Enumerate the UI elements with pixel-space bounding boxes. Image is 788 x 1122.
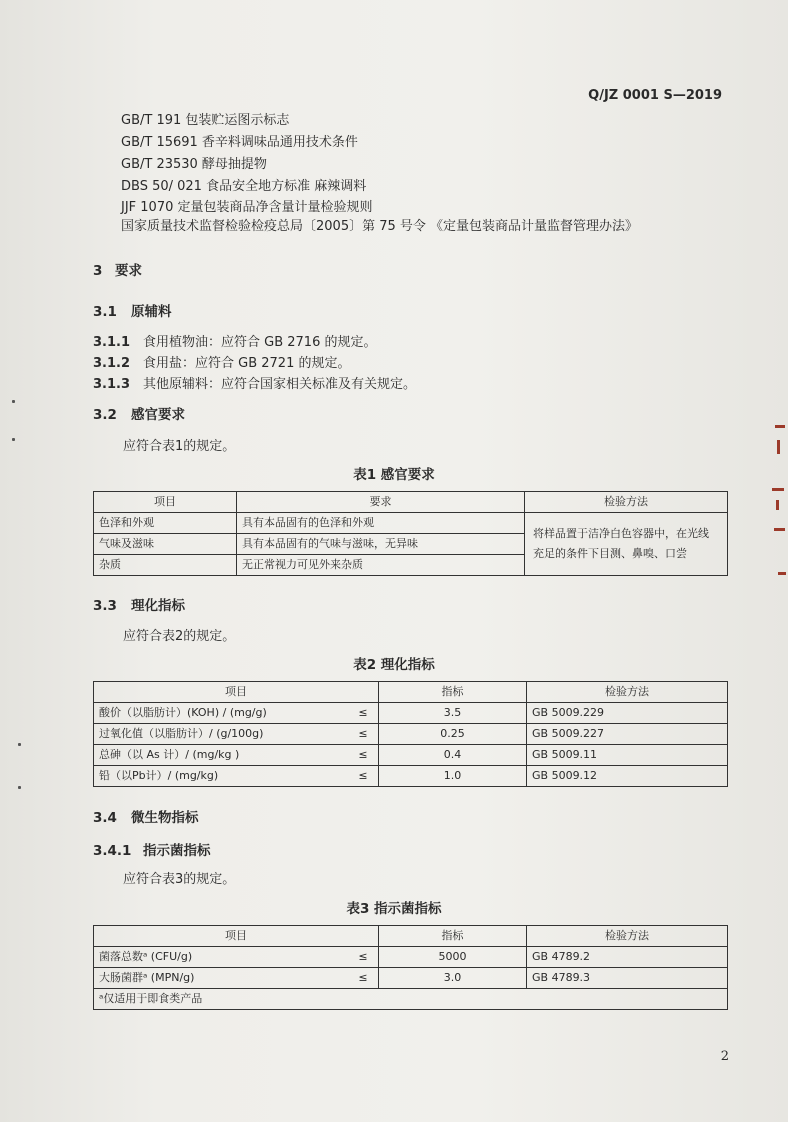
requirement-cell: 具有本品固有的气味与滋味，无异味 [237,534,525,555]
table3-caption: 表3 指示菌指标 [346,901,442,917]
table-row [94,745,728,766]
seal-fragment [772,488,784,491]
seal-fragment [778,572,786,575]
table-row [94,513,728,534]
scan-speck [12,400,15,403]
table-row [94,766,728,787]
method-cell: GB 5009.227 [527,724,728,745]
header-cell: 要求 [237,492,525,513]
section-number: 3.3 [93,598,117,614]
page-number: 2 [720,1049,729,1064]
value-cell: 0.4 [379,745,527,766]
item-cell: 杂质 [94,555,237,576]
section-title: 原辅料 [131,304,172,320]
section-number: 3 [93,263,103,279]
value-cell: 3.0 [379,968,527,989]
value-cell: 3.5 [379,703,527,724]
section-number: 3.2 [93,407,117,423]
clause-3-1-1 [93,331,376,350]
header-cell: 检验方法 [527,926,728,947]
operator-cell: ≤ [348,745,379,766]
item-cell: 大肠菌群ᵃ (MPN/g) [94,968,349,989]
clause-number: 3.1.1 [93,335,131,350]
paragraph: 应符合表1的规定。 [123,439,236,454]
table-footnote: ᵃ仅适用于即食类产品 [94,989,728,1010]
sensory-table [93,491,728,576]
scan-speck [18,786,21,789]
section-number: 3.1 [93,304,117,320]
section-title: 理化指标 [131,598,185,614]
clause-number: 3.1.3 [93,377,131,392]
seal-fragment [776,500,779,510]
section-heading-3 [93,259,142,279]
item-cell: 过氧化值（以脂肪计）/ (g/100g) [94,724,349,745]
clause-text: 食用植物油：应符合 GB 2716 的规定。 [143,335,377,350]
method-cell: GB 5009.229 [527,703,728,724]
item-cell: 色泽和外观 [94,513,237,534]
indicator-bacteria-table [93,925,728,1010]
item-cell: 铅（以Pb计）/ (mg/kg) [94,766,349,787]
table1-caption: 表1 感官要求 [353,467,435,483]
seal-fragment [774,528,785,531]
reference-item: GB/T 23530 酵母抽提物 [121,157,267,172]
table-row [94,968,728,989]
physicochemical-table [93,681,728,787]
requirement-cell: 具有本品固有的色泽和外观 [237,513,525,534]
method-cell: GB 4789.2 [527,947,728,968]
reference-item: GB/T 191 包装贮运图示标志 [121,113,290,128]
header-cell: 指标 [379,926,527,947]
method-cell: GB 4789.3 [527,968,728,989]
section-heading-3-3 [93,594,185,614]
item-cell: 气味及滋味 [94,534,237,555]
section-heading-3-4 [93,806,199,826]
value-cell: 5000 [379,947,527,968]
header-cell: 指标 [379,682,527,703]
value-cell: 0.25 [379,724,527,745]
section-title: 微生物指标 [131,810,199,826]
clause-3-1-3 [93,373,416,392]
section-title: 感官要求 [131,407,185,423]
section-number: 3.4 [93,810,117,826]
operator-cell: ≤ [348,968,379,989]
method-cell: GB 5009.12 [527,766,728,787]
clause-3-1-2 [93,352,350,371]
header-cell: 项目 [94,682,379,703]
reference-item: GB/T 15691 香辛料调味品通用技术条件 [121,135,358,150]
reference-item: DBS 50/ 021 食品安全地方标准 麻辣调料 [121,179,367,194]
paragraph: 应符合表3的规定。 [123,872,236,887]
table-row [94,703,728,724]
seal-fragment [775,425,785,428]
table-row [94,724,728,745]
document-code: Q/JZ 0001 S—2019 [588,88,722,103]
item-cell: 总砷（以 As 计）/ (mg/kg ) [94,745,349,766]
clause-text: 食用盐：应符合 GB 2721 的规定。 [143,356,351,371]
reference-item: 国家质量技术监督检验检疫总局〔2005〕第 75 号令 《定量包装商品计量监督管理办法》 [121,219,639,234]
section-heading-3-2 [93,403,185,423]
operator-cell: ≤ [348,947,379,968]
header-cell: 检验方法 [525,492,728,513]
item-cell: 酸价（以脂肪计）(KOH) / (mg/g) [94,703,349,724]
clause-number: 3.1.2 [93,356,131,371]
section-heading-3-1 [93,300,172,320]
table-row [94,947,728,968]
operator-cell: ≤ [348,703,379,724]
paragraph: 应符合表2的规定。 [123,629,236,644]
section-number: 3.4.1 [93,843,132,859]
header-cell: 检验方法 [527,682,728,703]
section-title: 指示菌指标 [143,843,211,859]
header-cell: 项目 [94,926,379,947]
method-cell: 将样品置于洁净白色容器中，在光线充足的条件下目测、鼻嗅、口尝 [525,513,728,576]
method-cell: GB 5009.11 [527,745,728,766]
section-title: 要求 [115,263,142,279]
header-cell: 项目 [94,492,237,513]
reference-item: JJF 1070 定量包装商品净含量计量检验规则 [121,200,373,215]
value-cell: 1.0 [379,766,527,787]
operator-cell: ≤ [348,766,379,787]
seal-fragment [777,440,780,454]
section-heading-3-4-1 [93,839,211,859]
table2-caption: 表2 理化指标 [353,657,435,673]
requirement-cell: 无正常视力可见外来杂质 [237,555,525,576]
scan-speck [18,743,21,746]
clause-text: 其他原辅料：应符合国家相关标准及有关规定。 [143,377,417,392]
item-cell: 菌落总数ᵃ (CFU/g) [94,947,349,968]
scan-speck [12,438,15,441]
operator-cell: ≤ [348,724,379,745]
